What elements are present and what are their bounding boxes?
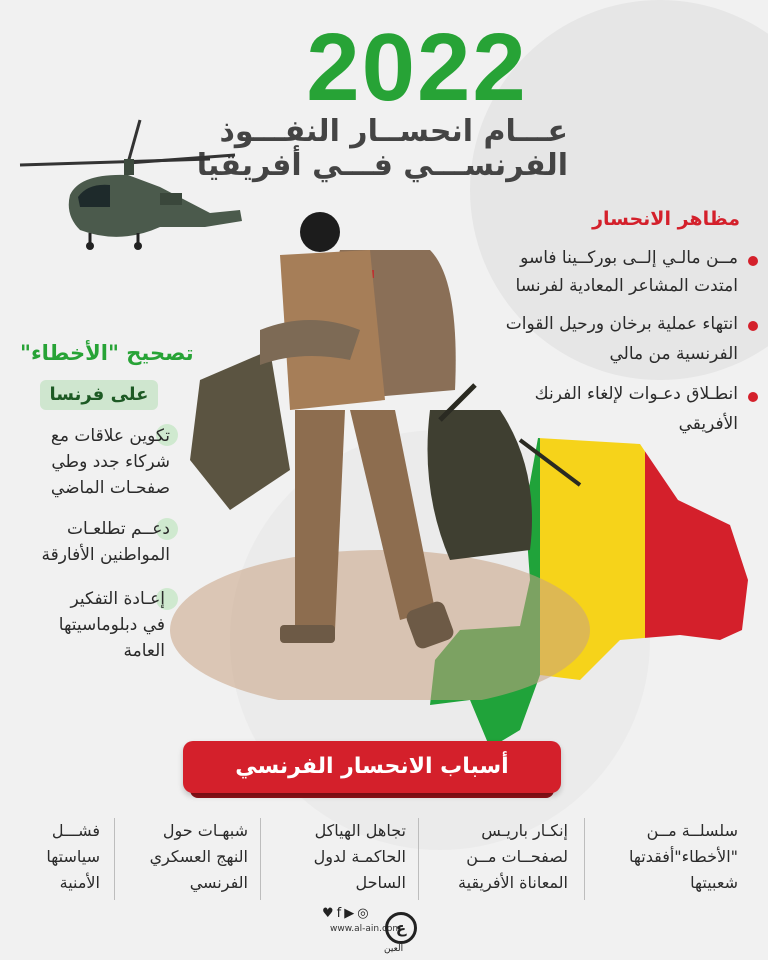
cause-item-5 (20, 818, 100, 896)
manifestation-item-2-line1: انتهاء عملية برخان ورحيل القوات (505, 314, 738, 334)
causes-banner-title: أسباب الانحسار الفرنسي (183, 741, 561, 793)
page-subtitle-line1: عـــام انحســار النفـــوذ (219, 114, 568, 149)
al-ain-logo-icon: ع (385, 912, 417, 944)
correction-item-1-line2: شركاء جدد وطي (51, 452, 170, 472)
cause-item-2-line2: لصفحــات مــن (466, 847, 568, 866)
cause-item-3-line2: الحاكمـة لدول (313, 847, 406, 866)
cause-item-4-line2: النهج العسكري (149, 847, 248, 866)
manifestation-item-3-line2: الأفريقي (678, 414, 738, 434)
correction-item-1-line3: صفحـات الماضي (50, 478, 170, 498)
cause-item-1-line1: سلسلــة مــن (646, 821, 738, 840)
correction-item-3-line1: إعـادة التفكير (70, 589, 165, 609)
cause-item-5-line2: سياستها (46, 847, 100, 866)
cause-item-2-line3: المعاناة الأفريقية (458, 873, 568, 892)
bullet-dot (748, 256, 758, 266)
cause-item-1-line3: شعبيتها (690, 873, 738, 892)
social-icons[interactable]: ♥f▶◎ (322, 906, 372, 921)
cause-item-4-line1: شبهـات حول (162, 821, 248, 840)
manifestation-item-1-line2: امتدت المشاعر المعادية لفرنسا (515, 276, 738, 296)
cause-item-5-line3: الأمنية (59, 873, 100, 892)
cause-item-2-line1: إنكـار باريـس (481, 821, 568, 840)
cause-item-2 (428, 818, 568, 896)
cause-item-1-line2: "الأخطاء"أفقدتها (629, 847, 738, 866)
correction-item-2-line1: دعــم تطلعـات (66, 519, 170, 539)
correction-item-3-line2: في دبلوماسيتها (58, 615, 165, 635)
bullet-dot (748, 321, 758, 331)
bullet-dot (748, 392, 758, 402)
on-france-pill: على فرنسا (40, 380, 158, 410)
column-divider (584, 818, 585, 900)
manifestation-item-1-line1: مــن مالـي إلــى بوركــينا فاسو (520, 248, 738, 268)
cause-item-4 (128, 818, 248, 896)
website-url[interactable]: www.al-ain.com (330, 924, 402, 934)
manifestations-title: مظاهر الانحسار (592, 208, 740, 230)
cause-item-3-line1: تجاهل الهياكل (314, 821, 406, 840)
cause-item-5-line1: فشـــل (51, 821, 100, 840)
cause-item-4-line3: الفرنسي (189, 873, 248, 892)
manifestation-item-3-line1: انطـلاق دعـوات لإلغاء الفرنك (534, 384, 738, 404)
logo-text: العين (384, 944, 404, 954)
correction-item-2-line2: المواطنين الأفارقة (41, 545, 170, 565)
column-divider (260, 818, 261, 900)
cause-item-3-line3: الساحل (355, 873, 406, 892)
corrections-title: تصحيح "الأخطاء" (20, 341, 194, 365)
cause-item-1 (608, 818, 738, 896)
manifestation-item-2-line2: الفرنسية من مالي (609, 344, 738, 364)
correction-item-3-line3: العامة (123, 641, 165, 661)
column-divider (114, 818, 115, 900)
page-title-year: 2022 (306, 14, 528, 121)
cause-item-3 (286, 818, 406, 896)
column-divider (418, 818, 419, 900)
page-subtitle-line2: الفرنســـي فـــي أفريقيا (196, 148, 568, 183)
correction-item-1-line1: تكوين علاقات مع (50, 426, 170, 446)
